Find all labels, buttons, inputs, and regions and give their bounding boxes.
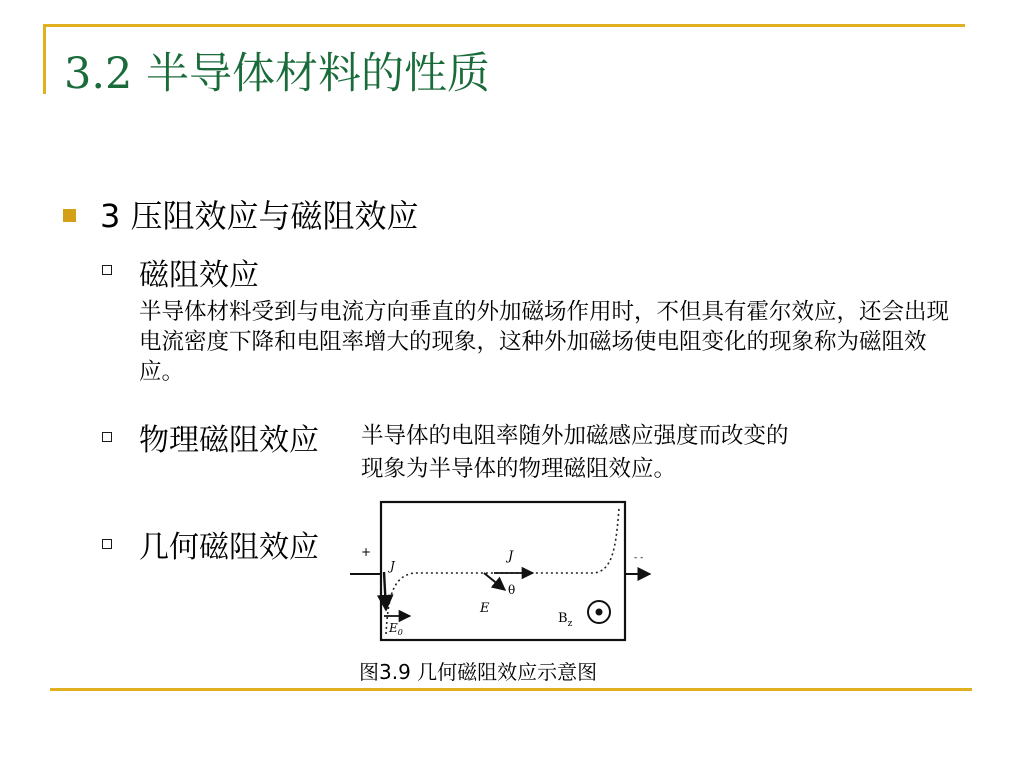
e0-main: E: [389, 621, 398, 635]
slide-title: 3.2 半导体材料的性质: [64, 49, 491, 99]
plus-label: +: [361, 545, 372, 559]
geometric-magnetoresistance-label: 几何磁阻效应: [139, 530, 319, 565]
magnetoresistance-label: 磁阻效应: [139, 258, 259, 293]
physical-magnetoresistance-label: 物理磁阻效应: [139, 423, 319, 458]
sub-bullet-icon: [102, 265, 112, 275]
caption-number: 3.9: [379, 660, 411, 684]
physical-magnetoresistance-definition-line2: 现象为半导体的物理磁阻效应。: [361, 456, 677, 482]
bz-main: B: [558, 611, 568, 626]
frame-bottom-rule: [50, 688, 972, 691]
frame-top-rule: [43, 24, 965, 27]
section-heading: [100, 191, 419, 237]
sample-plate: [381, 502, 625, 640]
caption-text: 几何磁阻效应示意图: [410, 660, 598, 684]
current-flow-line: [386, 508, 619, 634]
magnetoresistance-description: 半导体材料受到与电流方向垂直的外加磁场作用时，不但具有霍尔效应，还会出现电流密度下降和电阻率增大的现象，这种外加磁场使电阻变化的现象称为磁阻效应。: [139, 299, 950, 385]
e0-label: [388, 621, 403, 637]
theta-label: θ: [508, 583, 516, 597]
figure-caption: [359, 656, 597, 685]
heading-number: 3: [100, 197, 121, 235]
sub-bullet-icon: [102, 432, 112, 442]
e0-subscript: 0: [397, 628, 403, 637]
geometric-magnetoresistance-diagram: [344, 494, 656, 648]
caption-prefix: 图: [359, 660, 379, 684]
frame-left-rule: [43, 24, 46, 94]
bz-subscript: z: [567, 619, 573, 629]
main-bullet-icon: [63, 209, 76, 222]
bz-label: [558, 611, 573, 629]
electric-field-arrow: [484, 573, 505, 590]
sub-bullet-icon: [102, 539, 112, 549]
physical-magnetoresistance-definition-line1: 半导体的电阻率随外加磁感应强度而改变的: [361, 423, 789, 449]
j-mid-label: J: [508, 549, 514, 564]
e-label: E: [480, 601, 490, 616]
magnetic-field-dot: [596, 609, 603, 616]
heading-text: 压阻效应与磁阻效应: [130, 197, 419, 235]
j-left-label: J: [390, 559, 395, 573]
left-current-arrow: [384, 572, 386, 610]
minus-label: - -: [634, 553, 644, 563]
